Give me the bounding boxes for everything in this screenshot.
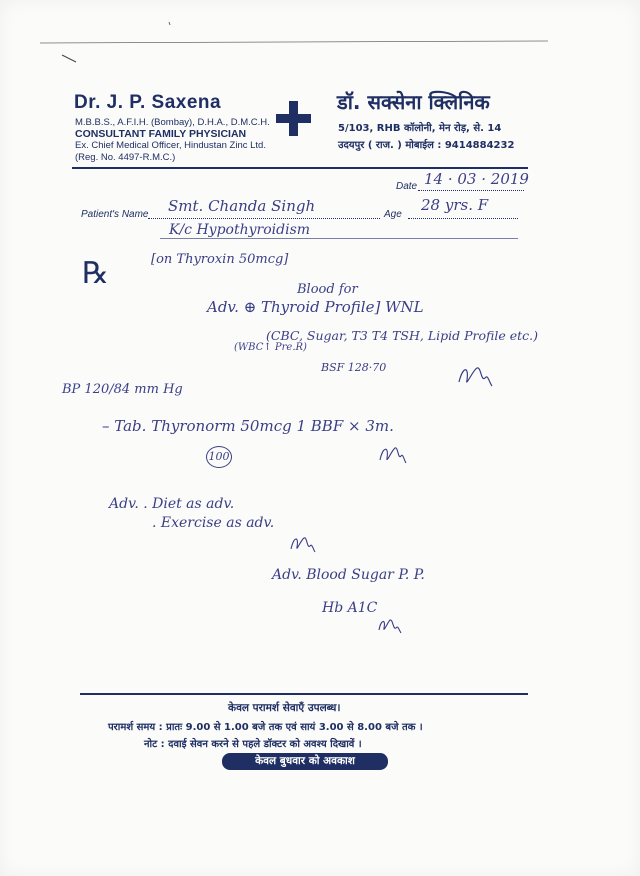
clinic-city-mobile: उदयपुर ( राज. ) मोबाईल : 9414884232 [338, 140, 515, 151]
circled-quantity: 100 [206, 446, 232, 468]
adv-blood-sugar: Adv. Blood Sugar P. P. [272, 567, 425, 583]
signature-4 [376, 616, 402, 636]
age-line [408, 218, 518, 219]
wbc-note: (WBC↑ Pre.R) [234, 342, 307, 353]
ex-position: Ex. Chief Medical Officer, Hindustan Zinc Ltd. [75, 140, 266, 151]
patient-name-line [148, 218, 380, 219]
qualifications: M.B.B.S., A.F.I.H. (Bombay), D.H.A., D.M.C.H. [75, 117, 270, 128]
medical-cross-icon-bar [276, 114, 311, 123]
consultation-timings: परामर्श समय : प्रातः 9.00 से 1.00 बजे तक एवं सायं 3.00 से 8.00 बजे तक । [108, 722, 423, 733]
blood-pressure: BP 120/84 mm Hg [62, 382, 183, 397]
rx-symbol: ℞ [82, 256, 109, 291]
consultation-services: केवल परामर्श सेवाएँ उपलब्ध। [228, 702, 341, 714]
date-line [418, 190, 524, 191]
footer-note: नोट : दवाई सेवन करने से पहले डॉक्टर को अवश्य दिखावें । [144, 739, 362, 750]
signature-2 [377, 442, 407, 468]
age-value: 28 yrs. F [421, 196, 489, 214]
tests-list: (CBC, Sugar, T3 T4 TSH, Lipid Profile etc.) [266, 328, 538, 343]
blood-for: Blood for [297, 282, 358, 297]
current-medication: [on Thyroxin 50mcg] [151, 252, 289, 267]
signature-1 [455, 362, 495, 392]
date-value: 14 · 03 · 2019 [424, 170, 529, 188]
age-label: Age [384, 209, 402, 220]
date-label: Date [396, 181, 418, 192]
pen-marks [0, 0, 640, 80]
bsf-value: BSF 128·70 [321, 361, 387, 374]
adv-diet: Adv. . Diet as adv. [109, 496, 235, 512]
patient-name-label: Patient's Name [81, 209, 149, 220]
exercise-advice: . Exercise as adv. [152, 515, 275, 531]
designation: CONSULTANT FAMILY PHYSICIAN [75, 128, 247, 140]
hba1c: Hb A1C [322, 600, 378, 616]
adv-thyroid-profile: Adv. ⊕ Thyroid Profile] WNL [207, 298, 424, 316]
registration-number: (Reg. No. 4497-R.M.C.) [75, 152, 176, 163]
holiday-badge: केवल बुधवार को अवकाश [222, 753, 388, 770]
header-divider [72, 167, 528, 169]
history-line [160, 238, 518, 239]
clinic-name: डॉ. सक्सेना क्लिनिक [337, 90, 490, 114]
clinic-address: 5/103, RHB कॉलोनी, मेन रोड़, से. 14 [338, 123, 502, 134]
doctor-name: Dr. J. P. Saxena [74, 92, 222, 113]
patient-name-value: Smt. Chanda Singh [168, 197, 316, 215]
signature-3 [288, 533, 316, 555]
footer-divider [80, 693, 528, 695]
diagnosis: K/c Hypothyroidism [169, 222, 311, 238]
tablet-prescription: – Tab. Thyronorm 50mcg 1 BBF × 3m. [102, 417, 394, 435]
